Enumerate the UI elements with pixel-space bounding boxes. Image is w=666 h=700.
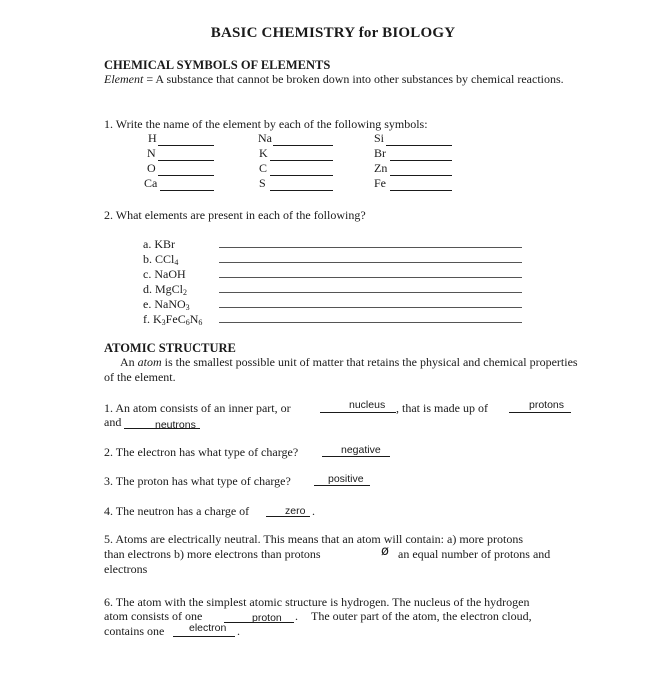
compound-letter: d. <box>143 282 152 296</box>
compound-answer-line[interactable] <box>219 307 522 308</box>
question-1-prompt: 1. Write the name of the element by each of the following symbols: <box>104 117 428 131</box>
compound-item <box>143 312 202 327</box>
symbol-answer-blank[interactable] <box>270 175 333 176</box>
proton-charge-answer-field[interactable] <box>314 485 370 486</box>
compound-subscript: 6 <box>185 318 190 327</box>
compound-letter: b. <box>143 252 152 266</box>
compound-answer-line[interactable] <box>219 292 522 293</box>
atomic-q5-line3: electrons <box>104 562 148 576</box>
atom-term: atom <box>137 355 162 369</box>
q4-period: . <box>312 504 315 518</box>
symbol-answer-blank[interactable] <box>273 145 333 146</box>
symbol-label: Fe <box>374 176 386 190</box>
atomic-q1-text-b: , that is made up of <box>396 401 488 415</box>
electron-count-answer-field[interactable] <box>173 636 235 637</box>
electron-charge-answer-field[interactable] <box>322 456 390 457</box>
symbol-label: C <box>259 161 268 175</box>
atomic-q2-text: 2. The electron has what type of charge? <box>104 445 299 459</box>
symbol-answer-blank[interactable] <box>158 175 214 176</box>
compound-formula: NaOH <box>154 267 186 281</box>
protons-answer: protons <box>529 399 565 411</box>
symbol-label: K <box>259 146 268 160</box>
atomic-q6-line1: 6. The atom with the simplest atomic structure is hydrogen. The nucleus of the hydrogen <box>104 595 530 609</box>
q6-end-period: . <box>237 624 240 638</box>
compound-subscript: 3 <box>161 318 166 327</box>
neutrons-answer: neutrons <box>155 419 196 431</box>
atomic-q4-text: 4. The neutron has a charge of <box>104 504 250 518</box>
question-2-prompt: 2. What elements are present in each of the following? <box>104 208 366 222</box>
atomic-q6-line2a: atom consists of one <box>104 609 203 623</box>
compound-formula: KBr <box>154 237 175 251</box>
atomic-q3-text: 3. The proton has what type of charge? <box>104 474 291 488</box>
symbol-label: N <box>147 146 156 160</box>
compound-subscript: 3 <box>185 303 190 312</box>
compound-subscript: 6 <box>198 318 203 327</box>
compound-item <box>143 267 186 282</box>
symbol-answer-blank[interactable] <box>158 160 214 161</box>
compound-item <box>143 252 178 267</box>
q6-period: . <box>295 609 298 623</box>
electron-charge-answer: negative <box>341 444 381 456</box>
atomic-q1-text-c: and <box>104 415 122 429</box>
element-definition <box>104 72 574 87</box>
symbol-answer-blank[interactable] <box>390 175 452 176</box>
symbol-label: Zn <box>374 161 388 175</box>
proton-count-answer: proton <box>252 612 282 624</box>
atomic-q5-line2a: than electrons b) more electrons than protons <box>104 547 321 561</box>
compound-answer-line[interactable] <box>219 322 522 323</box>
element-term: Element <box>104 72 144 86</box>
symbol-label: O <box>147 161 156 175</box>
symbol-label: Ca <box>144 176 158 190</box>
nucleus-answer-field[interactable] <box>320 412 396 413</box>
symbol-label: Br <box>374 146 386 160</box>
compound-item <box>143 237 175 252</box>
compound-formula: MgCl <box>155 282 184 296</box>
compound-formula: $K_3FeC_6N_6$ <box>153 312 203 327</box>
atomic-q6-line3a: contains one <box>104 624 165 638</box>
symbol-answer-blank[interactable] <box>390 190 452 191</box>
symbol-label: Si <box>374 131 385 145</box>
compound-formula: CCl <box>155 252 175 266</box>
protons-answer-field[interactable] <box>509 412 571 413</box>
compound-subscript: 2 <box>183 288 188 297</box>
atom-intro-post: is the smallest possible unit of matter that retains the physical and chemical properties of the element. <box>104 355 578 384</box>
atomic-q5-line2b: an equal number of protons and <box>398 547 551 561</box>
symbol-answer-blank[interactable] <box>270 190 333 191</box>
compound-letter: f. <box>143 312 150 326</box>
section-heading-atomic-structure: ATOMIC STRUCTURE <box>104 341 236 355</box>
symbol-answer-blank[interactable] <box>270 160 333 161</box>
atom-definition <box>104 355 578 385</box>
electron-count-answer: electron <box>189 622 227 634</box>
element-definition-text: = A substance that cannot be broken down into other substances by chemical reactions. <box>143 72 564 86</box>
symbol-answer-blank[interactable] <box>160 190 214 191</box>
atomic-q6-line2b: The outer part of the atom, the electron cloud, <box>311 609 532 623</box>
compound-item <box>143 297 190 312</box>
compound-answer-line[interactable] <box>219 247 522 248</box>
page-title: BASIC CHEMISTRY for BIOLOGY <box>210 25 456 41</box>
atomic-q5-line1: 5. Atoms are electrically neutral. This means that an atom will contain: a) more protons <box>104 532 523 546</box>
symbol-label: H <box>148 131 157 145</box>
compound-letter: c. <box>143 267 152 281</box>
atomic-q1-text-a: 1. An atom consists of an inner part, or <box>104 401 291 415</box>
atom-intro-pre: An <box>120 355 138 369</box>
compound-formula: NaNO <box>154 297 186 311</box>
section-heading-chemical-symbols: CHEMICAL SYMBOLS OF ELEMENTS <box>104 58 331 72</box>
symbol-answer-blank[interactable] <box>158 145 214 146</box>
compound-subscript: 4 <box>174 258 179 267</box>
symbol-label: S <box>259 176 266 190</box>
checkmark-icon[interactable]: ø <box>381 544 389 559</box>
compound-answer-line[interactable] <box>219 262 522 263</box>
compound-letter: e. <box>143 297 152 311</box>
neutron-charge-answer: zero <box>285 505 306 517</box>
compound-answer-line[interactable] <box>219 277 522 278</box>
symbol-label: Na <box>258 131 272 145</box>
symbol-answer-blank[interactable] <box>386 145 452 146</box>
proton-charge-answer: positive <box>328 473 364 485</box>
symbol-answer-blank[interactable] <box>390 160 452 161</box>
compound-item <box>143 282 187 297</box>
compound-letter: a. <box>143 237 152 251</box>
nucleus-answer: nucleus <box>349 399 386 411</box>
